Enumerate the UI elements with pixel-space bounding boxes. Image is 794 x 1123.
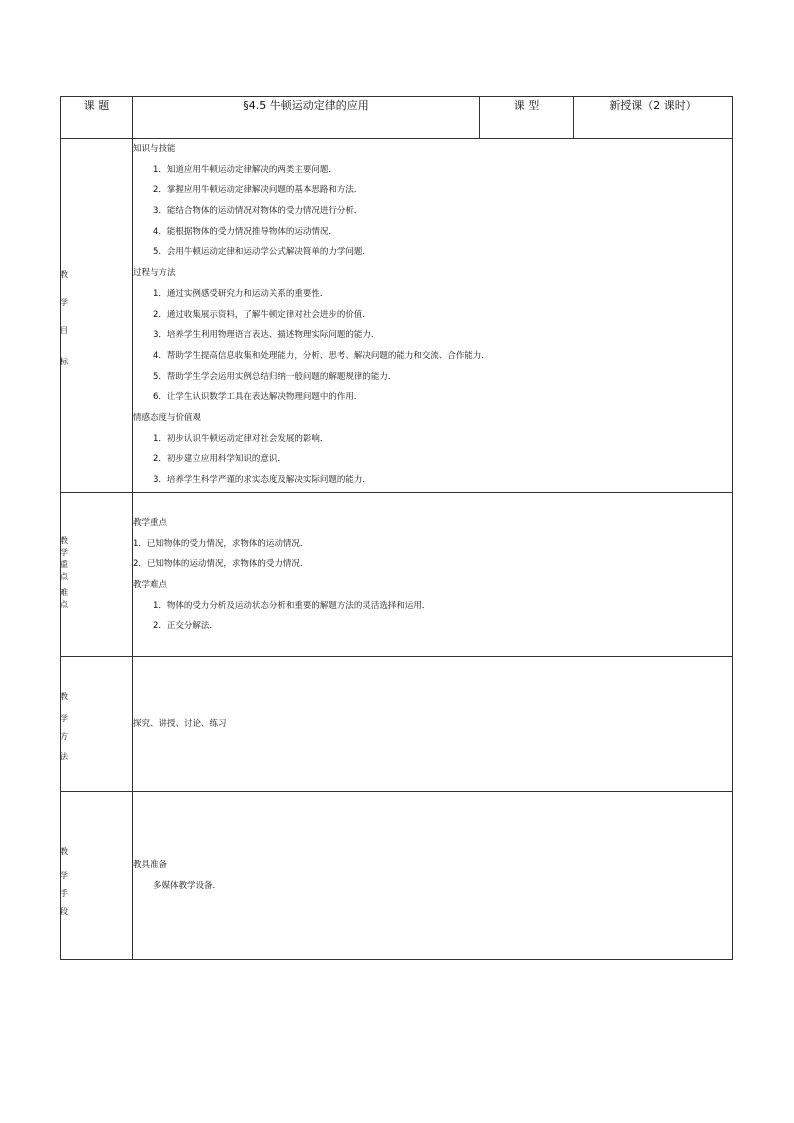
section-heading: 情感态度与价值观 bbox=[133, 412, 202, 423]
means-content bbox=[133, 792, 733, 960]
label-char: 重 bbox=[60, 560, 68, 569]
list-item: 2．通过收集展示资料，了解牛顿定律对社会进步的价值． bbox=[153, 309, 371, 320]
section-heading: 教学难点 bbox=[133, 580, 168, 591]
type-label: 课 型 bbox=[480, 97, 574, 139]
keypoints-content bbox=[133, 493, 733, 657]
list-item: 2．掌握应用牛顿运动定律解决问题的基本思路和方法． bbox=[153, 185, 363, 196]
objectives-label bbox=[61, 139, 66, 492]
list-item: 5．会用牛顿运动定律和运动学公式解决简单的力学问题． bbox=[153, 247, 371, 258]
methods-row bbox=[61, 657, 733, 792]
list-item: 4．能根据物体的受力情况推导物体的运动情况． bbox=[153, 226, 337, 237]
course-label: 课 题 bbox=[61, 97, 133, 139]
label-char: 段 bbox=[60, 907, 68, 916]
methods-label bbox=[61, 657, 66, 791]
label-char: 教 bbox=[60, 847, 68, 856]
list-item: 3．培养学生利用物理语言表达、描述物理实际问题的能力． bbox=[153, 330, 380, 341]
type-value: 新授课（2 课时） bbox=[574, 97, 733, 139]
list-item: 2．已知物体的运动情况，求物体的受力情况． bbox=[133, 559, 309, 570]
header-row bbox=[61, 97, 733, 139]
methods-label-cell bbox=[61, 657, 133, 792]
label-char: 学 bbox=[60, 871, 68, 880]
keypoints-label bbox=[61, 493, 66, 656]
label-char: 学 bbox=[60, 548, 68, 557]
label-char: 法 bbox=[60, 752, 68, 761]
section-heading: 教具准备 bbox=[133, 860, 168, 870]
list-item: 4．帮助学生提高信息收集和处理能力，分析、思考、解决问题的能力和交流、合作能力． bbox=[153, 350, 490, 361]
label-char: 目 bbox=[60, 326, 68, 335]
lesson-plan-table bbox=[60, 96, 733, 960]
section-heading: 知识与技能 bbox=[133, 144, 176, 154]
list-item: 1．知道应用牛顿运动定律解决的两类主要问题． bbox=[153, 164, 337, 175]
list-item: 6．让学生认识数学工具在表达解决物理问题中的作用． bbox=[153, 392, 363, 403]
keypoints-label-cell bbox=[61, 493, 133, 657]
list-item: 5．帮助学生学会运用实例总结归纳一般问题的解题规律的能力． bbox=[153, 371, 397, 382]
list-item: 1．已知物体的受力情况，求物体的运动情况． bbox=[133, 538, 309, 549]
list-item: 1．初步认识牛顿运动定律对社会发展的影响． bbox=[153, 433, 329, 444]
list-item: 2．初步建立应用科学知识的意识． bbox=[153, 454, 286, 465]
list-item: 1．通过实例感受研究力和运动关系的重要性． bbox=[153, 288, 329, 299]
list-item: 3．能结合物体的运动情况对物体的受力情况进行分析． bbox=[153, 206, 363, 217]
list-item: 1．物体的受力分析及运动状态分析和重要的解题方法的灵活选择和运用． bbox=[153, 600, 431, 611]
section-heading: 过程与方法 bbox=[133, 268, 176, 279]
means-label bbox=[61, 792, 66, 959]
section-heading: 教学重点 bbox=[133, 518, 168, 528]
label-char: 教 bbox=[60, 536, 68, 545]
label-char: 点 bbox=[60, 600, 68, 609]
label-char: 学 bbox=[60, 714, 68, 723]
list-item: 2．正交分解法． bbox=[153, 621, 218, 632]
means-text: 多媒体教学设备． bbox=[153, 880, 222, 891]
label-char: 教 bbox=[60, 270, 68, 279]
list-item: 3．培养学生科学严谨的求实态度及解决实际问题的能力． bbox=[153, 475, 371, 485]
means-row bbox=[61, 792, 733, 960]
methods-text: 探究、讲授、讨论、练习 bbox=[133, 718, 227, 729]
label-char: 标 bbox=[60, 357, 68, 366]
objectives-label-cell bbox=[61, 139, 133, 493]
label-char: 点 bbox=[60, 572, 68, 581]
label-char: 学 bbox=[60, 298, 68, 307]
objectives-row bbox=[61, 139, 733, 493]
label-char: 手 bbox=[60, 889, 68, 898]
label-char: 方 bbox=[60, 732, 68, 741]
label-char: 教 bbox=[60, 692, 68, 701]
label-char: 难 bbox=[60, 588, 68, 597]
methods-content bbox=[133, 657, 733, 792]
means-label-cell bbox=[61, 792, 133, 960]
objectives-content bbox=[133, 139, 733, 493]
course-title: §4.5 牛顿运动定律的应用 bbox=[133, 97, 480, 139]
keypoints-row bbox=[61, 493, 733, 657]
